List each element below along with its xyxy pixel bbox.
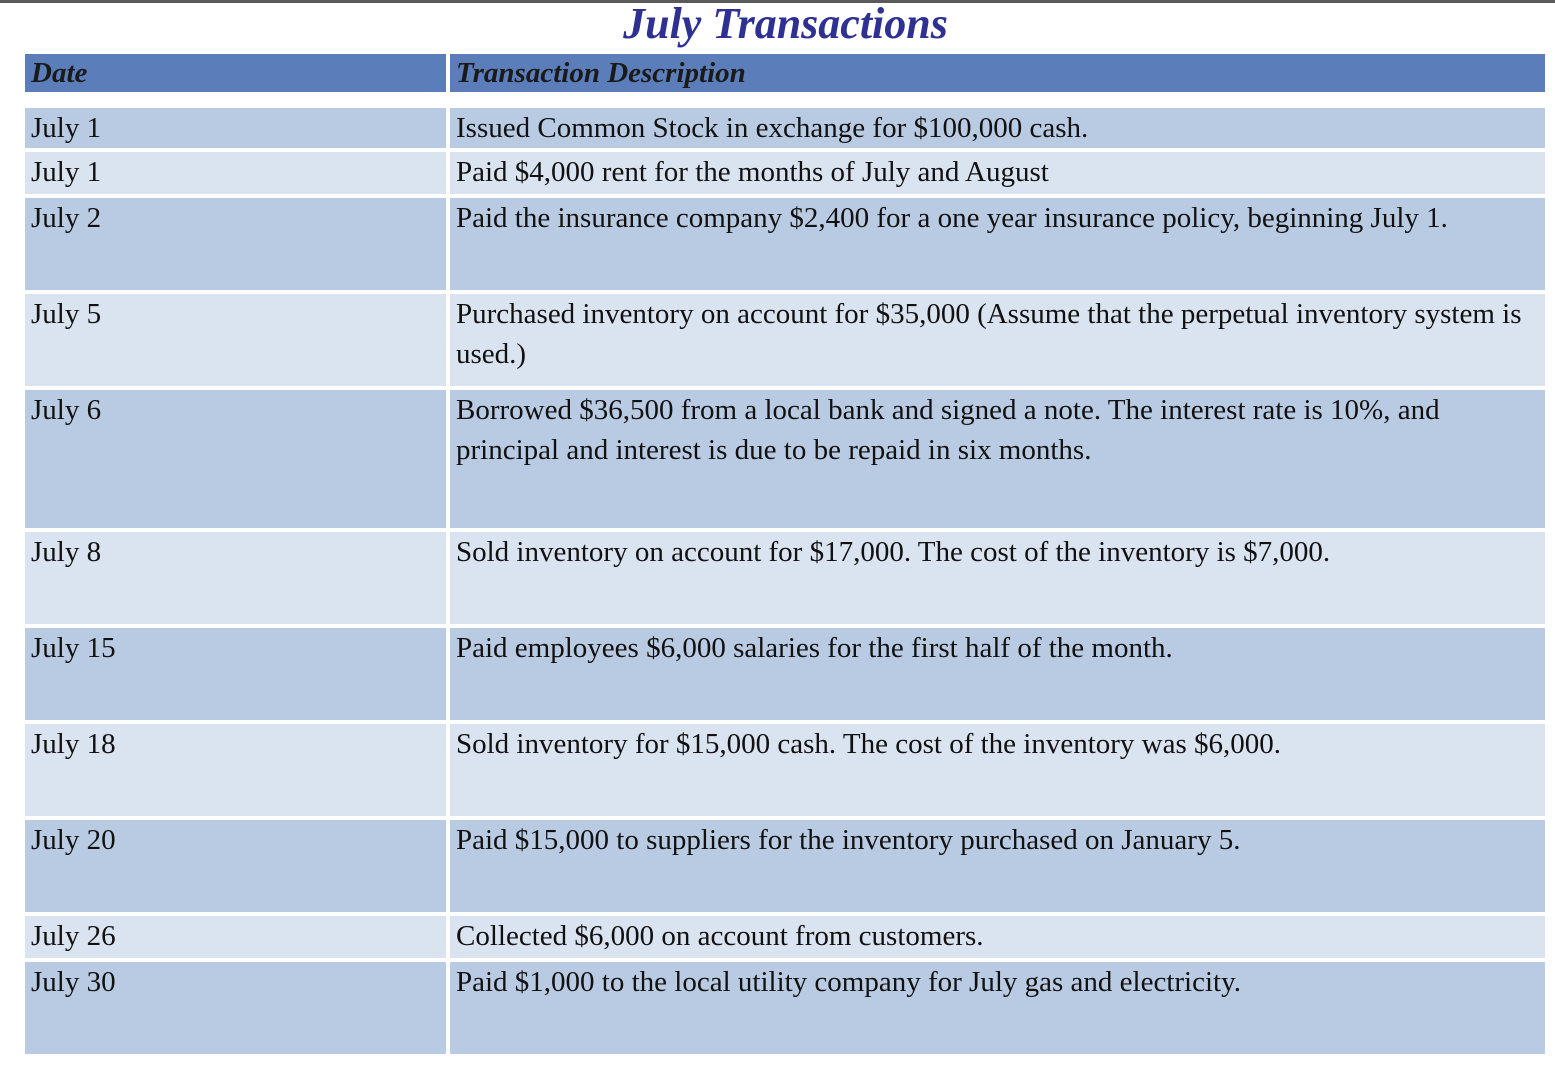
row-description: Paid $15,000 to suppliers for the inventory purchased on January 5. [450, 820, 1545, 912]
row-date: July 20 [25, 820, 446, 912]
row-date: July 1 [25, 108, 446, 148]
page-title: July Transactions [623, 0, 948, 48]
header-date: Date [25, 54, 446, 92]
row-description: Paid employees $6,000 salaries for the first half of the month. [450, 628, 1545, 720]
row-description: Paid the insurance company $2,400 for a one year insurance policy, beginning July 1. [450, 198, 1545, 290]
row-date: July 1 [25, 152, 446, 194]
table-row [25, 108, 1545, 148]
transactions-table [25, 54, 1545, 1058]
row-description: Paid $1,000 to the local utility company for July gas and electricity. [450, 962, 1545, 1054]
table-row [25, 294, 1545, 386]
table-row [25, 724, 1545, 816]
table-row [25, 532, 1545, 624]
row-date: July 30 [25, 962, 446, 1054]
table-row [25, 628, 1545, 720]
header-description: Transaction Description [450, 54, 1545, 92]
table-row [25, 820, 1545, 912]
row-description: Purchased inventory on account for $35,000 (Assume that the perpetual inventory system is used.) [450, 294, 1545, 386]
row-description: Sold inventory for $15,000 cash. The cost of the inventory was $6,000. [450, 724, 1545, 816]
row-date: July 5 [25, 294, 446, 386]
row-description: Sold inventory on account for $17,000. The cost of the inventory is $7,000. [450, 532, 1545, 624]
table-row [25, 152, 1545, 194]
row-date: July 15 [25, 628, 446, 720]
table-row [25, 198, 1545, 290]
row-date: July 8 [25, 532, 446, 624]
table-header-row [25, 54, 1545, 92]
row-date: July 26 [25, 916, 446, 958]
table-row [25, 962, 1545, 1054]
row-description: Issued Common Stock in exchange for $100,000 cash. [450, 108, 1545, 148]
row-description: Collected $6,000 on account from customers. [450, 916, 1545, 958]
row-date: July 18 [25, 724, 446, 816]
row-date: July 6 [25, 390, 446, 528]
row-date: July 2 [25, 198, 446, 290]
table-row [25, 390, 1545, 528]
row-description: Borrowed $36,500 from a local bank and signed a note. The interest rate is 10%, and principal and interest is due to be repaid in six months. [450, 390, 1545, 528]
row-description: Paid $4,000 rent for the months of July and August [450, 152, 1545, 194]
table-row [25, 916, 1545, 958]
